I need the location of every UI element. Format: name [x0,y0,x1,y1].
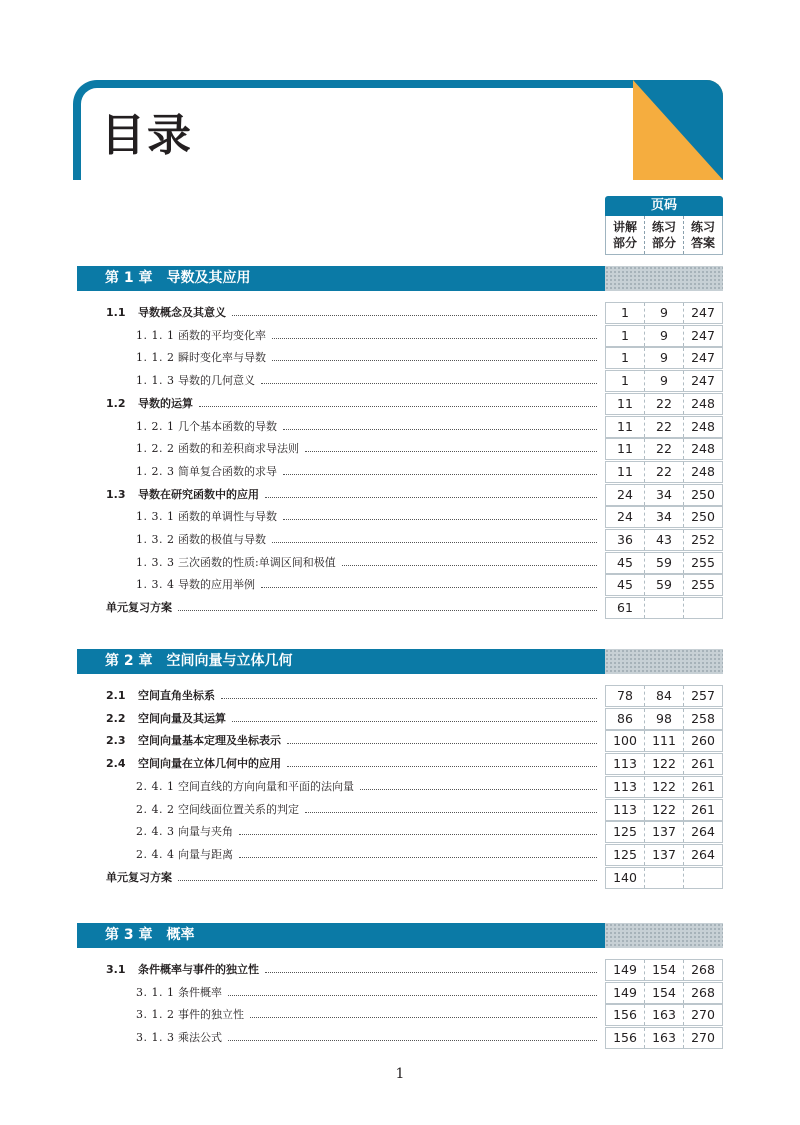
section-title: 导数的运算 [138,397,193,410]
section-number: 1.1 [106,306,126,319]
section-title: 导数的几何意义 [178,374,255,387]
section-number: 1. 2. 1 [136,420,175,433]
dot-leader [342,565,597,566]
toc-entry-label [106,867,172,889]
explanation-page: 149 [606,983,645,1003]
practice-page: 22 [645,394,684,414]
page-cells [605,867,723,889]
toc-entry[interactable] [77,347,723,369]
toc-entry-label [136,325,266,347]
section-number: 2.4 [106,757,126,770]
answer-page: 270 [691,1030,715,1045]
page-cells [605,484,723,506]
section-title: 条件概率与事件的独立性 [138,963,259,976]
explanation-page: 61 [606,598,645,618]
dot-leader [239,857,597,858]
answer-page: 248 [691,441,715,456]
answer-page: 250 [691,509,715,524]
corner-graphic [633,80,723,180]
toc-entry[interactable] [77,438,723,460]
section-title: 向量与距离 [178,848,233,861]
section-title: 事件的独立性 [178,1008,244,1021]
toc-entry-label [106,685,215,707]
page-cells [605,597,723,619]
toc-entry[interactable] [77,708,723,730]
explanation-page: 156 [606,1005,645,1025]
toc-entry-label [136,776,354,798]
dot-leader [305,812,597,813]
toc-entry[interactable] [77,529,723,551]
page-cells [605,370,723,392]
chapter-title-bar [77,923,605,948]
toc-entry-label [106,753,281,775]
toc-entry-label [106,393,193,415]
practice-page: 111 [645,731,684,751]
page-cells [605,461,723,483]
chapter-header [77,923,723,948]
page-code-header [605,196,723,255]
explanation-page: 36 [606,530,645,550]
section-title: 导数在研究函数中的应用 [138,488,259,501]
dot-leader [265,497,597,498]
explanation-page: 1 [606,303,645,323]
toc-entry-label [136,529,266,551]
answer-page: 252 [691,532,715,547]
toc-entry-label [136,506,277,528]
page-cells [605,302,723,324]
section-title: 简单复合函数的求导 [178,465,277,478]
explanation-page: 24 [606,485,645,505]
dot-leader [221,698,597,699]
section-number: 3.1 [106,963,126,976]
practice-page: 34 [645,485,684,505]
practice-page: 84 [645,686,684,706]
toc-entry[interactable] [77,799,723,821]
toc-entry[interactable] [77,461,723,483]
page-cells [605,506,723,528]
explanation-page: 11 [606,439,645,459]
page-cells [605,776,723,798]
toc-entry-label [136,1027,222,1049]
practice-page: 43 [645,530,684,550]
section-title: 空间向量基本定理及坐标表示 [138,734,281,747]
dot-leader [250,1017,597,1018]
section-number: 1. 2. 3 [136,465,175,478]
toc-entry-label [136,416,277,438]
explanation-page: 78 [606,686,645,706]
answer-page: 255 [691,555,715,570]
dot-leader [228,1040,597,1041]
column-header-line: 部分 [651,236,676,250]
section-number: 2. 4. 2 [136,803,175,816]
answer-page: 248 [691,396,715,411]
section-title: 单元复习方案 [106,601,172,614]
practice-page: 34 [645,507,684,527]
answer-page: 260 [691,733,715,748]
toc-entry[interactable] [77,574,723,596]
chapter-header [77,649,723,674]
section-title: 条件概率 [178,986,222,999]
page-cells [605,959,723,981]
dotted-pattern [605,266,723,291]
section-number: 2.2 [106,712,126,725]
practice-page: 137 [645,822,684,842]
section-title: 单元复习方案 [106,871,172,884]
dot-leader [360,789,597,790]
explanation-page: 113 [606,777,645,797]
explanation-page: 1 [606,371,645,391]
chapter-title-bar [77,649,605,674]
toc-entry[interactable] [77,325,723,347]
dot-leader [232,721,597,722]
dot-leader [199,406,597,407]
explanation-page: 156 [606,1028,645,1048]
page-cells [605,325,723,347]
toc-entry-label [106,730,281,752]
section-title: 函数的单调性与导数 [178,510,277,523]
column-header-line: 答案 [690,236,715,250]
dot-leader [232,315,597,316]
section-number: 1. 3. 1 [136,510,175,523]
toc-entry[interactable] [77,982,723,1004]
page-cells [605,821,723,843]
toc-entry[interactable] [77,776,723,798]
dot-leader [305,451,597,452]
explanation-page: 113 [606,800,645,820]
answer-page: 268 [691,985,715,1000]
explanation-page: 1 [606,348,645,368]
toc-entry[interactable] [77,867,723,889]
column-header-line: 讲解 [612,220,637,234]
toc-entry[interactable] [77,416,723,438]
toc-entry[interactable] [77,730,723,752]
practice-page: 22 [645,439,684,459]
explanation-page: 125 [606,845,645,865]
page-cells [605,844,723,866]
toc-entry-label [136,438,299,460]
dot-leader [272,542,597,543]
practice-page: 163 [645,1028,684,1048]
answer-page [684,598,722,618]
page-cells [605,438,723,460]
section-number: 2. 4. 3 [136,825,175,838]
answer-page: 264 [691,847,715,862]
practice-page: 122 [645,800,684,820]
dot-leader [283,429,597,430]
section-title: 空间向量在立体几何中的应用 [138,757,281,770]
section-title: 空间向量及其运算 [138,712,226,725]
title-banner [73,80,723,180]
toc-entry[interactable] [77,844,723,866]
answer-page: 255 [691,577,715,592]
page-number: 1 [395,1066,405,1082]
chapter-title: 空间向量与立体几何 [166,653,293,669]
toc-entry-label [136,370,255,392]
toc-entry[interactable] [77,959,723,981]
section-title: 空间直角坐标系 [138,689,215,702]
practice-page: 9 [645,371,684,391]
section-number: 2. 4. 4 [136,848,175,861]
section-title: 乘法公式 [178,1031,222,1044]
answer-page: 258 [691,711,715,726]
explanation-page: 1 [606,326,645,346]
explanation-page: 45 [606,553,645,573]
practice-page: 22 [645,417,684,437]
toc-entry[interactable] [77,685,723,707]
section-number: 1. 1. 3 [136,374,175,387]
section-title: 函数的和差积商求导法则 [178,442,299,455]
page-cells [605,753,723,775]
chapter-number: 第 3 章 [105,927,153,943]
column-header-line: 练习 [690,220,715,234]
answer-page: 261 [691,779,715,794]
chapter-number: 第 2 章 [105,653,153,669]
section-number: 2.3 [106,734,126,747]
toc-entry-label [136,574,255,596]
section-title: 瞬时变化率与导数 [178,351,266,364]
answer-page: 261 [691,802,715,817]
chapter-header [77,266,723,291]
page-cells [605,730,723,752]
toc-entry-label [136,799,299,821]
page-cells [605,982,723,1004]
answer-page: 248 [691,464,715,479]
page-cells [605,347,723,369]
dot-leader [287,743,597,744]
section-title: 几个基本函数的导数 [178,420,277,433]
dot-leader [272,338,597,339]
toc-entry-label [136,347,266,369]
toc-entry-label [106,484,259,506]
explanation-page: 11 [606,462,645,482]
toc-entry-label [136,821,233,843]
toc-entry[interactable] [77,753,723,775]
toc-entry-label [136,552,336,574]
page-cells [605,685,723,707]
toc-entry-label [106,302,226,324]
toc-entry[interactable] [77,370,723,392]
page-cells [605,529,723,551]
dot-leader [272,360,597,361]
dot-leader [287,766,597,767]
section-title: 导数概念及其意义 [138,306,226,319]
page-title: 目录 [101,110,193,161]
page-cells [605,1004,723,1026]
dotted-pattern [605,923,723,948]
column-header-line: 练习 [651,220,676,234]
answer-page: 247 [691,350,715,365]
toc-entry[interactable] [77,552,723,574]
page-cells [605,708,723,730]
section-number: 2.1 [106,689,126,702]
dot-leader [178,880,597,881]
toc-entry[interactable] [77,1004,723,1026]
page-cells [605,1027,723,1049]
practice-page [645,598,684,618]
practice-page: 59 [645,575,684,595]
corner-decoration [633,80,723,180]
practice-page: 122 [645,754,684,774]
column-header-practice [645,216,684,254]
page-code-title: 页码 [605,196,723,216]
section-number: 3. 1. 2 [136,1008,175,1021]
practice-page: 137 [645,845,684,865]
column-header-explanation [606,216,645,254]
answer-page: 247 [691,305,715,320]
section-title: 导数的应用举例 [178,578,255,591]
toc-entry[interactable] [77,821,723,843]
toc-entry-label [136,844,233,866]
page-code-columns [605,216,723,255]
explanation-page: 140 [606,868,645,888]
explanation-page: 86 [606,709,645,729]
practice-page: 122 [645,777,684,797]
answer-page: 247 [691,328,715,343]
answer-page: 264 [691,824,715,839]
explanation-page: 24 [606,507,645,527]
section-title: 三次函数的性质:单调区间和极值 [178,556,336,569]
section-number: 1. 2. 2 [136,442,175,455]
section-number: 1.2 [106,397,126,410]
section-title: 向量与夹角 [178,825,233,838]
explanation-page: 45 [606,575,645,595]
toc-entry-label [136,461,277,483]
toc-entry[interactable] [77,597,723,619]
section-number: 1. 3. 3 [136,556,175,569]
toc-entry[interactable] [77,506,723,528]
answer-page: 268 [691,962,715,977]
chapter-number: 第 1 章 [105,270,153,286]
explanation-page: 113 [606,754,645,774]
dotted-pattern [605,649,723,674]
section-title: 函数的平均变化率 [178,329,266,342]
toc-entry-label [136,982,222,1004]
answer-page: 257 [691,688,715,703]
explanation-page: 11 [606,394,645,414]
toc-entry[interactable] [77,1027,723,1049]
section-number: 1. 3. 4 [136,578,175,591]
dot-leader [283,519,597,520]
page-cells [605,574,723,596]
dot-leader [283,474,597,475]
practice-page: 154 [645,960,684,980]
answer-page: 270 [691,1007,715,1022]
column-header-line: 部分 [612,236,637,250]
toc-entry-label [106,959,259,981]
chapter-title: 概率 [166,927,195,943]
dot-leader [265,972,597,973]
toc-entry-label [136,1004,244,1026]
practice-page: 59 [645,553,684,573]
practice-page: 9 [645,303,684,323]
answer-page [684,868,722,888]
explanation-page: 149 [606,960,645,980]
page-cells [605,393,723,415]
practice-page: 154 [645,983,684,1003]
page-cells [605,552,723,574]
explanation-page: 11 [606,417,645,437]
practice-page: 22 [645,462,684,482]
toc-entry[interactable] [77,393,723,415]
dot-leader [228,995,597,996]
answer-page: 248 [691,419,715,434]
section-number: 1.3 [106,488,126,501]
dot-leader [178,610,597,611]
column-header-answers [684,216,722,254]
answer-page: 247 [691,373,715,388]
chapter-title-bar [77,266,605,291]
dot-leader [261,587,597,588]
section-number: 1. 3. 2 [136,533,175,546]
chapter-title: 导数及其应用 [166,270,251,286]
practice-page: 163 [645,1005,684,1025]
toc-entry[interactable] [77,484,723,506]
toc-entry-label [106,597,172,619]
practice-page: 98 [645,709,684,729]
answer-page: 250 [691,487,715,502]
section-title: 空间直线的方向向量和平面的法向量 [178,780,354,793]
practice-page [645,868,684,888]
toc-entry[interactable] [77,302,723,324]
section-title: 空间线面位置关系的判定 [178,803,299,816]
dot-leader [261,383,597,384]
section-number: 2. 4. 1 [136,780,175,793]
section-number: 3. 1. 3 [136,1031,175,1044]
page-cells [605,799,723,821]
explanation-page: 125 [606,822,645,842]
practice-page: 9 [645,326,684,346]
explanation-page: 100 [606,731,645,751]
section-number: 1. 1. 1 [136,329,175,342]
section-title: 函数的极值与导数 [178,533,266,546]
page-cells [605,416,723,438]
section-number: 3. 1. 1 [136,986,175,999]
section-number: 1. 1. 2 [136,351,175,364]
answer-page: 261 [691,756,715,771]
practice-page: 9 [645,348,684,368]
dot-leader [239,834,597,835]
toc-entry-label [106,708,226,730]
